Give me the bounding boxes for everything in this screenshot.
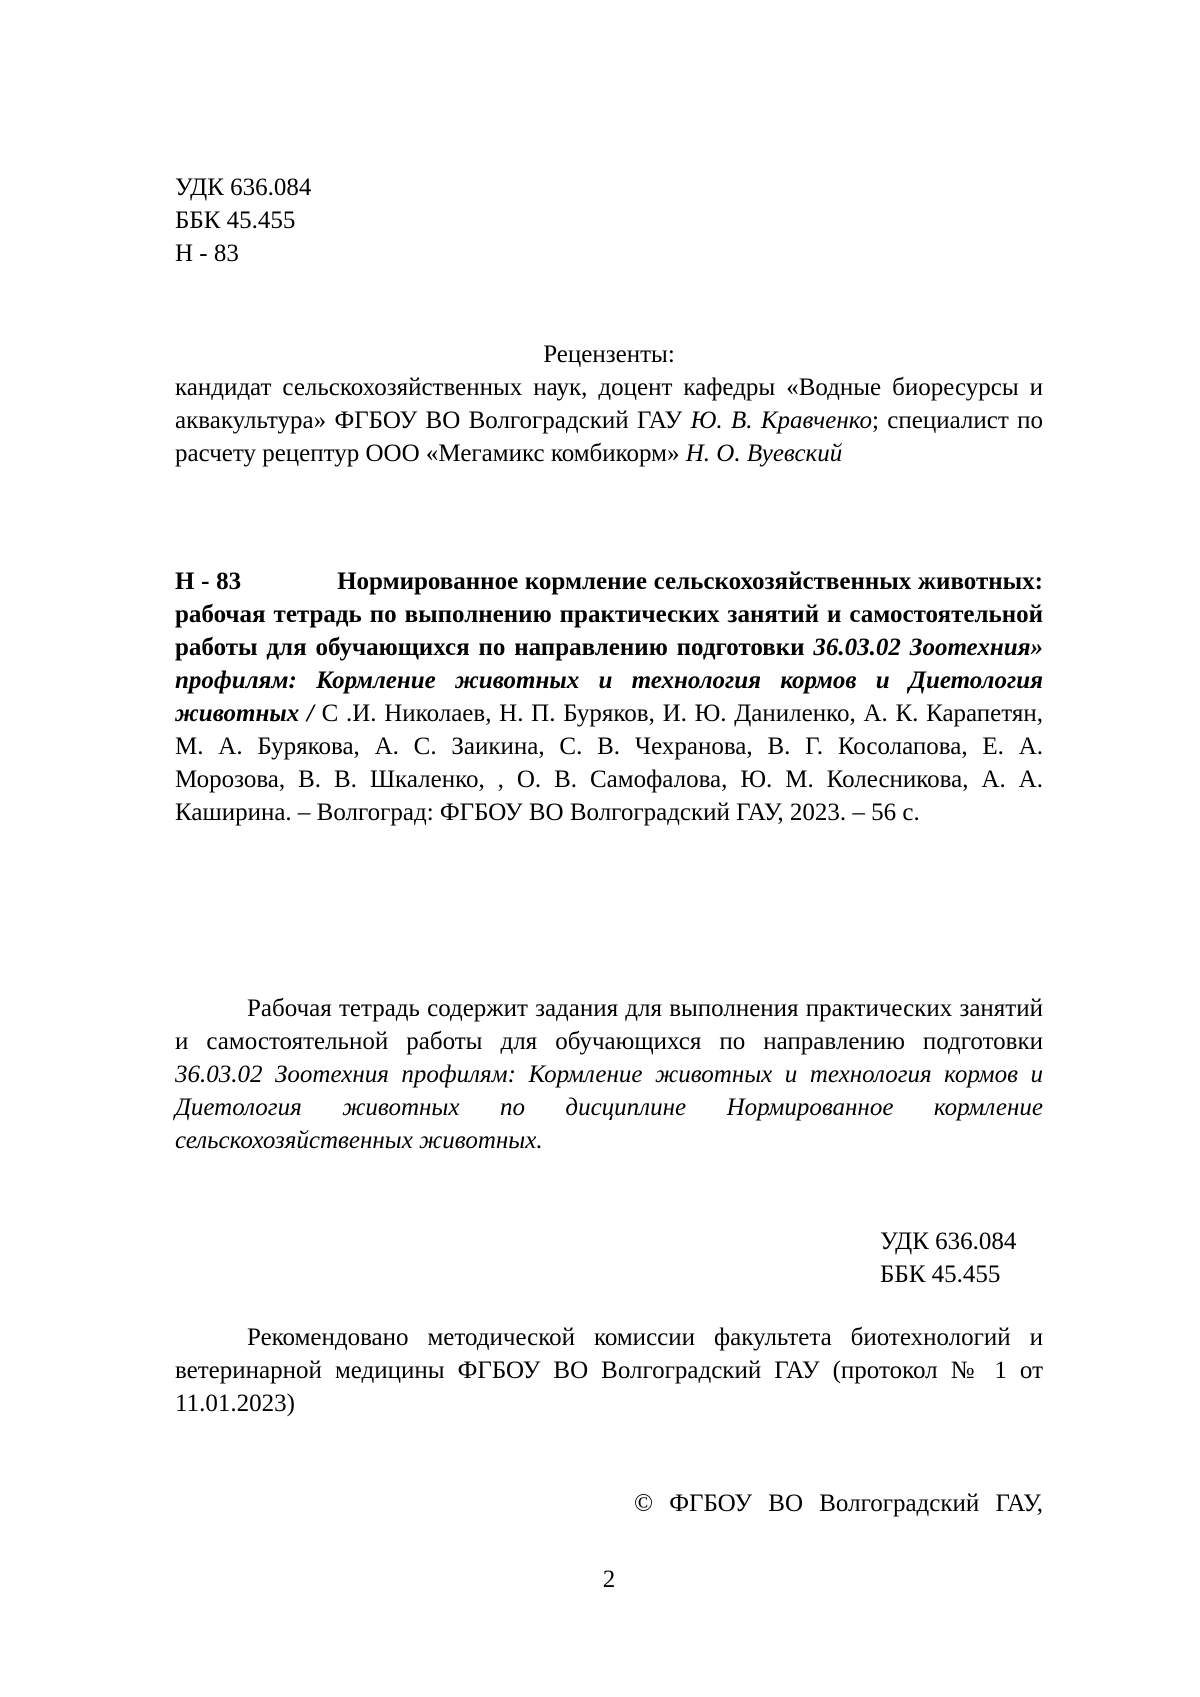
reviewer-2-affiliation: ; специалист по расчету рецептур ООО «Мегамикс комбикорм» — [175, 407, 1043, 467]
biblio-authors-imprint: С .И. Николаев, Н. П. Буряков, И. Ю. Даниленко, А. К. Карапетян, М. А. Бурякова, А. С. Заикина, С. В. Чехранова, В. Г. Косолапова, Е. А. Морозова, В. В. Шкаленко, , О. В. Самофалова, Ю. М. Колесникова, А. А. Каширина. – Волгоград: ФГБОУ ВО Волгоградский ГАУ, 2023. – 56 с. — [175, 700, 1044, 826]
classification-codes-footer — [880, 1225, 1080, 1291]
bbk-code: ББК 45.455 — [175, 207, 296, 234]
classification-codes — [175, 171, 1043, 270]
bibliographic-record — [175, 565, 1043, 829]
abstract — [175, 992, 1043, 1157]
recommendation: Рекомендовано методической комиссии факультета биотехнологий и ветеринарной медицины ФГБОУ ВО Волгоградский ГАУ (протокол № 1 от 11.01.2023) — [175, 1324, 1043, 1417]
reviewers-heading: Рецензенты: — [543, 341, 675, 368]
author-mark: Н - 83 — [175, 240, 239, 267]
udk-code-footer: УДК 636.084 — [880, 1228, 1017, 1255]
biblio-title: Нормированное кормление сельскохозяйственных животных: рабочая тетрадь по выполнению практических занятий и самостоятельной работы для обучающихся по направлению подготовки — [175, 568, 1043, 661]
biblio-mark: Н - 83 — [175, 568, 242, 595]
reviewers-text — [175, 371, 1043, 470]
reviewer-1-affiliation: кандидат сельскохозяйственных наук, доцент кафедры «Водные биоресурсы и аквакультура» ФГБОУ ВО Волгоградский ГАУ — [175, 374, 1043, 434]
reviewer-2-name: Н. О. Вуевский — [685, 440, 843, 467]
biblio-program: 36.03.02 Зоотехния» профилям: Кормление животных и технология кормов и Диетология животных / — [175, 634, 1043, 727]
bbk-code-footer: ББК 45.455 — [880, 1261, 1001, 1288]
abstract-program: 36.03.02 Зоотехния профилям: Кормление животных и технология кормов и Диетология животных по дисциплине Нормированное кормление сельскохозяйственных животных. — [175, 1061, 1043, 1154]
reviewers-section — [175, 338, 1043, 470]
abstract-text: Рабочая тетрадь содержит задания для выполнения практических занятий и самостоятельной работы для обучающихся по направлению подготовки — [175, 995, 1043, 1055]
udk-code: УДК 636.084 — [175, 174, 312, 201]
page-number: 2 — [602, 1566, 616, 1593]
reviewer-1-name: Ю. В. Кравченко — [690, 407, 872, 434]
copyright: © ФГБОУ ВО Волгоградский ГАУ, — [634, 1490, 1043, 1517]
